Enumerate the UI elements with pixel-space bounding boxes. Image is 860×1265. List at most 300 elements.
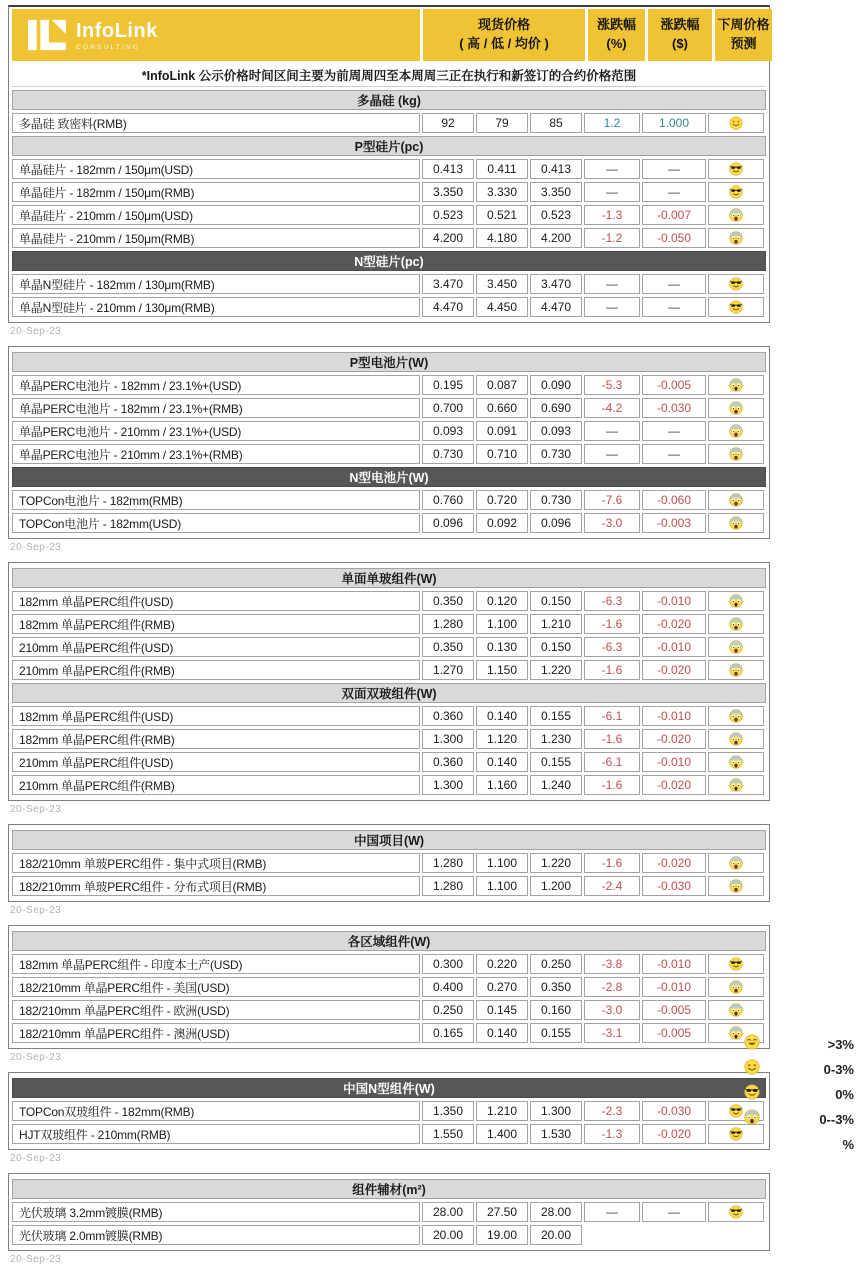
table-row xyxy=(12,853,766,873)
change-pct-cell xyxy=(584,1225,640,1245)
price-table-block xyxy=(8,1072,770,1150)
price-low-cell: 0.087 xyxy=(476,375,528,395)
forecast-cell xyxy=(708,637,764,657)
item-name-cell: 单晶PERC电池片 - 182mm / 23.1%+(USD) xyxy=(12,375,420,395)
change-abs-cell: -0.020 xyxy=(642,853,706,873)
change-abs-cell: -0.010 xyxy=(642,752,706,772)
forecast-scream-icon xyxy=(729,732,743,746)
price-avg-cell: 3.350 xyxy=(530,182,582,202)
price-high-cell: 0.700 xyxy=(422,398,474,418)
forecast-scream-icon xyxy=(729,1003,743,1017)
price-low-cell: 1.100 xyxy=(476,876,528,896)
change-pct-cell: -2.3 xyxy=(584,1101,640,1121)
item-name-cell: 单晶N型硅片 - 210mm / 130μm(RMB) xyxy=(12,297,420,317)
table-row xyxy=(12,954,766,974)
price-avg-cell: 0.160 xyxy=(530,1000,582,1020)
table-row xyxy=(12,637,766,657)
item-name-cell: 单晶PERC电池片 - 210mm / 23.1%+(USD) xyxy=(12,421,420,441)
change-abs-cell: — xyxy=(642,182,706,202)
forecast-cell xyxy=(708,444,764,464)
price-high-cell: 0.350 xyxy=(422,591,474,611)
price-low-cell: 0.091 xyxy=(476,421,528,441)
forecast-cell xyxy=(708,977,764,997)
section-header: 单面单玻组件(W) xyxy=(12,568,766,588)
forecast-cell xyxy=(708,274,764,294)
forecast-cell xyxy=(708,706,764,726)
legend-label: 0-3% xyxy=(823,1062,854,1077)
column-header-spot-price xyxy=(423,9,585,61)
item-name-cell: 多晶硅 致密料(RMB) xyxy=(12,113,420,133)
forecast-cell xyxy=(708,775,764,795)
price-avg-cell: 0.690 xyxy=(530,398,582,418)
price-high-cell: 0.360 xyxy=(422,706,474,726)
change-abs-cell: -0.020 xyxy=(642,614,706,634)
price-avg-cell: 0.096 xyxy=(530,513,582,533)
section-header: 多晶硅 (kg) xyxy=(12,90,766,110)
price-low-cell: 3.450 xyxy=(476,274,528,294)
change-pct-cell: -1.6 xyxy=(584,614,640,634)
table-row xyxy=(12,513,766,533)
change-abs-cell: -0.050 xyxy=(642,228,706,248)
section-header: 中国项目(W) xyxy=(12,830,766,850)
item-name-cell: 182/210mm 单晶PERC组件 - 澳洲(USD) xyxy=(12,1023,420,1043)
change-abs-cell: -0.030 xyxy=(642,398,706,418)
forecast-cell xyxy=(708,954,764,974)
price-table-block xyxy=(8,5,770,323)
change-pct-cell: -1.3 xyxy=(584,1124,640,1144)
legend-label: 0% xyxy=(835,1087,854,1102)
change-pct-cell: -3.8 xyxy=(584,954,640,974)
section-header: N型电池片(W) xyxy=(12,467,766,487)
change-usd-label: 涨跌幅 xyxy=(660,17,700,33)
item-name-cell: TOPCon电池片 - 182mm(USD) xyxy=(12,513,420,533)
change-pct-cell: -3.0 xyxy=(584,1000,640,1020)
forecast-scream-icon xyxy=(729,980,743,994)
price-table-block xyxy=(8,925,770,1049)
forecast-cell xyxy=(708,614,764,634)
forecast-cell xyxy=(708,113,764,133)
price-avg-cell: 0.250 xyxy=(530,954,582,974)
change-pct-cell: -2.4 xyxy=(584,876,640,896)
price-high-cell: 0.195 xyxy=(422,375,474,395)
change-abs-cell: -0.010 xyxy=(642,591,706,611)
table-row xyxy=(12,444,766,464)
section-header: 组件辅材(m²) xyxy=(12,1179,766,1199)
item-name-cell: 单晶硅片 - 210mm / 150μm(USD) xyxy=(12,205,420,225)
price-avg-cell: 1.220 xyxy=(530,660,582,680)
price-high-cell: 0.760 xyxy=(422,490,474,510)
table-row xyxy=(12,398,766,418)
price-low-cell: 1.400 xyxy=(476,1124,528,1144)
price-avg-cell: 20.00 xyxy=(530,1225,582,1245)
price-high-cell: 0.250 xyxy=(422,1000,474,1020)
change-pct-label: 涨跌幅 xyxy=(596,17,636,33)
column-header-forecast xyxy=(715,9,772,61)
price-high-cell: 0.300 xyxy=(422,954,474,974)
forecast-scream-icon xyxy=(729,617,743,631)
forecast-big-smile-icon xyxy=(744,1034,760,1050)
price-avg-cell: 1.240 xyxy=(530,775,582,795)
table-row xyxy=(12,977,766,997)
price-avg-cell: 0.150 xyxy=(530,591,582,611)
price-low-cell: 0.140 xyxy=(476,752,528,772)
price-high-cell: 1.550 xyxy=(422,1124,474,1144)
logo-subtitle: CONSULTING xyxy=(76,43,141,51)
price-low-cell: 27.50 xyxy=(476,1202,528,1222)
forecast-scream-icon xyxy=(729,447,743,461)
price-low-cell: 0.710 xyxy=(476,444,528,464)
forecast-cell xyxy=(708,729,764,749)
price-avg-cell: 4.200 xyxy=(530,228,582,248)
table-row xyxy=(12,297,766,317)
change-abs-cell: -0.005 xyxy=(642,1023,706,1043)
forecast-cell xyxy=(708,490,764,510)
price-avg-cell: 1.210 xyxy=(530,614,582,634)
legend-row xyxy=(744,1107,854,1132)
price-high-cell: 0.400 xyxy=(422,977,474,997)
forecast-sunglasses-icon xyxy=(729,1104,743,1118)
price-high-cell: 0.413 xyxy=(422,159,474,179)
column-header-change-usd xyxy=(648,9,712,61)
price-period-note: *InfoLink 公示价格时间区间主要为前周周四至本周周三正在执行和新签订的合约价格范围 xyxy=(12,63,766,87)
forecast-cell xyxy=(708,205,764,225)
table-row xyxy=(12,660,766,680)
forecast-scream-icon xyxy=(729,755,743,769)
item-name-cell: 单晶N型硅片 - 182mm / 130μm(RMB) xyxy=(12,274,420,294)
price-high-cell: 1.300 xyxy=(422,775,474,795)
forecast-scream-icon xyxy=(729,378,743,392)
price-high-cell: 0.730 xyxy=(422,444,474,464)
section-header: 各区域组件(W) xyxy=(12,931,766,951)
legend-label: >3% xyxy=(827,1037,854,1052)
forecast-scream-icon xyxy=(729,401,743,415)
change-pct-cell: -5.3 xyxy=(584,375,640,395)
forecast-cell xyxy=(708,752,764,772)
change-pct-cell: -2.8 xyxy=(584,977,640,997)
change-pct-cell: — xyxy=(584,421,640,441)
forecast-sunglasses-icon xyxy=(729,1205,743,1219)
legend-icon-holder xyxy=(744,1059,760,1080)
column-header-change-pct xyxy=(588,9,645,61)
price-low-cell: 0.411 xyxy=(476,159,528,179)
forecast-scream-icon xyxy=(729,208,743,222)
price-low-cell: 0.145 xyxy=(476,1000,528,1020)
legend-row xyxy=(744,1132,854,1157)
price-high-cell: 0.165 xyxy=(422,1023,474,1043)
change-pct-cell: -1.6 xyxy=(584,729,640,749)
change-abs-cell: -0.007 xyxy=(642,205,706,225)
forecast-cell xyxy=(708,1202,764,1222)
item-name-cell: 182/210mm 单晶PERC组件 - 欧洲(USD) xyxy=(12,1000,420,1020)
price-table-block xyxy=(8,824,770,902)
price-low-cell: 0.270 xyxy=(476,977,528,997)
change-abs-cell: -0.030 xyxy=(642,876,706,896)
forecast-cell xyxy=(708,398,764,418)
legend-label: % xyxy=(842,1137,854,1152)
date-stamp: 20-Sep-23 xyxy=(10,542,62,553)
change-abs-cell: -0.010 xyxy=(642,706,706,726)
change-abs-cell: -0.005 xyxy=(642,375,706,395)
price-avg-cell: 4.470 xyxy=(530,297,582,317)
change-pct-cell: — xyxy=(584,1202,640,1222)
price-low-cell: 1.160 xyxy=(476,775,528,795)
logo-brand: InfoLink xyxy=(76,19,158,42)
item-name-cell: HJT双玻组件 - 210mm(RMB) xyxy=(12,1124,420,1144)
change-abs-cell: — xyxy=(642,1202,706,1222)
price-avg-cell: 0.350 xyxy=(530,977,582,997)
forecast-label-line2: 预测 xyxy=(730,36,757,51)
forecast-cell xyxy=(708,513,764,533)
legend-row xyxy=(744,1032,854,1057)
table-row xyxy=(12,614,766,634)
price-avg-cell: 85 xyxy=(530,113,582,133)
forecast-scream-icon xyxy=(729,424,743,438)
forecast-scream-icon xyxy=(729,1026,743,1040)
forecast-cell xyxy=(708,159,764,179)
item-name-cell: 182mm 单晶PERC组件(RMB) xyxy=(12,729,420,749)
price-low-cell: 3.330 xyxy=(476,182,528,202)
table-row xyxy=(12,876,766,896)
change-pct-cell: -3.0 xyxy=(584,513,640,533)
legend-row xyxy=(744,1082,854,1107)
spot-price-sublabel: ( 高 / 低 / 均价 ) xyxy=(459,36,549,51)
item-name-cell: 210mm 单晶PERC组件(RMB) xyxy=(12,660,420,680)
change-pct-unit: (%) xyxy=(606,36,627,51)
forecast-smile-icon xyxy=(744,1059,760,1075)
item-name-cell: 单晶硅片 - 182mm / 150μm(RMB) xyxy=(12,182,420,202)
price-high-cell: 0.523 xyxy=(422,205,474,225)
item-name-cell: 光伏玻璃 2.0mm镀膜(RMB) xyxy=(12,1225,420,1245)
table-row xyxy=(12,159,766,179)
table-row xyxy=(12,752,766,772)
forecast-sunglasses-icon xyxy=(729,1127,743,1141)
price-avg-cell: 1.530 xyxy=(530,1124,582,1144)
change-abs-cell: -0.030 xyxy=(642,1101,706,1121)
forecast-sunglasses-icon xyxy=(729,277,743,291)
forecast-legend xyxy=(744,1032,854,1157)
change-abs-cell: -0.010 xyxy=(642,954,706,974)
price-high-cell: 0.360 xyxy=(422,752,474,772)
change-abs-cell: — xyxy=(642,297,706,317)
infolink-logo xyxy=(12,9,420,61)
price-high-cell: 1.300 xyxy=(422,729,474,749)
price-avg-cell: 3.470 xyxy=(530,274,582,294)
item-name-cell: 182mm 单晶PERC组件 - 印度本土产(USD) xyxy=(12,954,420,974)
price-avg-cell: 1.220 xyxy=(530,853,582,873)
item-name-cell: 210mm 单晶PERC组件(RMB) xyxy=(12,775,420,795)
forecast-cell xyxy=(708,591,764,611)
date-stamp: 20-Sep-23 xyxy=(10,1052,62,1063)
change-pct-cell: -7.6 xyxy=(584,490,640,510)
price-low-cell: 0.521 xyxy=(476,205,528,225)
change-abs-cell: — xyxy=(642,159,706,179)
table-row xyxy=(12,490,766,510)
price-avg-cell: 0.155 xyxy=(530,752,582,772)
table-row xyxy=(12,1023,766,1043)
change-abs-cell: -0.003 xyxy=(642,513,706,533)
price-low-cell: 0.720 xyxy=(476,490,528,510)
item-name-cell: 182mm 单晶PERC组件(RMB) xyxy=(12,614,420,634)
change-pct-cell: 1.2 xyxy=(584,113,640,133)
price-avg-cell: 1.300 xyxy=(530,1101,582,1121)
table-row xyxy=(12,1101,766,1121)
price-low-cell: 0.140 xyxy=(476,1023,528,1043)
forecast-cell xyxy=(708,182,764,202)
price-low-cell: 0.220 xyxy=(476,954,528,974)
item-name-cell: 182mm 单晶PERC组件(USD) xyxy=(12,706,420,726)
change-abs-cell: — xyxy=(642,274,706,294)
change-pct-cell: — xyxy=(584,444,640,464)
table-row xyxy=(12,274,766,294)
forecast-cell xyxy=(708,375,764,395)
price-high-cell: 0.093 xyxy=(422,421,474,441)
price-avg-cell: 0.730 xyxy=(530,490,582,510)
table-row xyxy=(12,205,766,225)
forecast-scream-icon xyxy=(729,594,743,608)
item-name-cell: 单晶PERC电池片 - 182mm / 23.1%+(RMB) xyxy=(12,398,420,418)
change-pct-cell: -6.3 xyxy=(584,591,640,611)
forecast-scream-icon xyxy=(729,856,743,870)
item-name-cell: 182/210mm 单晶PERC组件 - 美国(USD) xyxy=(12,977,420,997)
price-table-block xyxy=(8,562,770,801)
forecast-cell xyxy=(708,876,764,896)
price-table-block xyxy=(8,346,770,539)
price-high-cell: 1.280 xyxy=(422,614,474,634)
change-pct-cell: -1.6 xyxy=(584,853,640,873)
table-row xyxy=(12,1124,766,1144)
item-name-cell: 182mm 单晶PERC组件(USD) xyxy=(12,591,420,611)
forecast-cell xyxy=(708,853,764,873)
forecast-cell xyxy=(708,1000,764,1020)
table-row xyxy=(12,1202,766,1222)
table-header-band xyxy=(12,9,770,61)
price-avg-cell: 1.200 xyxy=(530,876,582,896)
logo-text xyxy=(76,20,158,51)
price-avg-cell: 28.00 xyxy=(530,1202,582,1222)
price-avg-cell: 0.155 xyxy=(530,706,582,726)
price-high-cell: 1.280 xyxy=(422,876,474,896)
forecast-scream-icon xyxy=(729,709,743,723)
table-row xyxy=(12,1000,766,1020)
change-pct-cell: — xyxy=(584,274,640,294)
price-high-cell: 28.00 xyxy=(422,1202,474,1222)
item-name-cell: 单晶硅片 - 210mm / 150μm(RMB) xyxy=(12,228,420,248)
price-table-block xyxy=(8,1173,770,1251)
change-abs-cell: — xyxy=(642,444,706,464)
item-name-cell: TOPCon电池片 - 182mm(RMB) xyxy=(12,490,420,510)
forecast-scream-icon xyxy=(729,640,743,654)
table-row xyxy=(12,375,766,395)
change-pct-cell: -3.1 xyxy=(584,1023,640,1043)
table-row xyxy=(12,775,766,795)
spot-price-label: 现货价格 xyxy=(477,17,530,33)
price-low-cell: 0.140 xyxy=(476,706,528,726)
change-pct-cell: -1.6 xyxy=(584,775,640,795)
change-pct-cell: -6.1 xyxy=(584,752,640,772)
price-low-cell: 0.660 xyxy=(476,398,528,418)
price-avg-cell: 0.090 xyxy=(530,375,582,395)
date-stamp: 20-Sep-23 xyxy=(10,804,62,815)
legend-icon-holder xyxy=(744,1109,760,1130)
price-low-cell: 1.120 xyxy=(476,729,528,749)
date-stamp: 20-Sep-23 xyxy=(10,1254,62,1265)
table-row xyxy=(12,113,766,133)
forecast-cell xyxy=(708,421,764,441)
item-name-cell: 单晶PERC电池片 - 210mm / 23.1%+(RMB) xyxy=(12,444,420,464)
table-row xyxy=(12,706,766,726)
item-name-cell: 182/210mm 单玻PERC组件 - 分布式项目(RMB) xyxy=(12,876,420,896)
price-avg-cell: 0.150 xyxy=(530,637,582,657)
price-avg-cell: 1.230 xyxy=(530,729,582,749)
price-high-cell: 92 xyxy=(422,113,474,133)
infolink-logo-icon xyxy=(26,18,68,52)
price-low-cell: 1.210 xyxy=(476,1101,528,1121)
price-low-cell: 0.092 xyxy=(476,513,528,533)
price-avg-cell: 0.730 xyxy=(530,444,582,464)
date-stamp: 20-Sep-23 xyxy=(10,905,62,916)
change-pct-cell: — xyxy=(584,159,640,179)
change-abs-cell: -0.020 xyxy=(642,1124,706,1144)
section-header: N型硅片(pc) xyxy=(12,251,766,271)
table-row xyxy=(12,228,766,248)
price-avg-cell: 0.523 xyxy=(530,205,582,225)
section-header: 中国N型组件(W) xyxy=(12,1078,766,1098)
price-low-cell: 4.180 xyxy=(476,228,528,248)
change-pct-cell: -6.1 xyxy=(584,706,640,726)
change-abs-cell: -0.010 xyxy=(642,977,706,997)
item-name-cell: TOPCon双玻组件 - 182mm(RMB) xyxy=(12,1101,420,1121)
change-abs-cell: 1.000 xyxy=(642,113,706,133)
legend-row xyxy=(744,1057,854,1082)
item-name-cell: 单晶硅片 - 182mm / 150μm(USD) xyxy=(12,159,420,179)
price-low-cell: 4.450 xyxy=(476,297,528,317)
item-name-cell: 210mm 单晶PERC组件(USD) xyxy=(12,752,420,772)
item-name-cell: 光伏玻璃 3.2mm镀膜(RMB) xyxy=(12,1202,420,1222)
change-abs-cell: -0.010 xyxy=(642,637,706,657)
table-row xyxy=(12,182,766,202)
price-high-cell: 20.00 xyxy=(422,1225,474,1245)
change-pct-cell: -1.6 xyxy=(584,660,640,680)
price-high-cell: 3.470 xyxy=(422,274,474,294)
price-high-cell: 1.350 xyxy=(422,1101,474,1121)
change-abs-cell: -0.020 xyxy=(642,660,706,680)
table-row xyxy=(12,591,766,611)
price-table-blocks xyxy=(8,5,860,1265)
price-low-cell: 0.120 xyxy=(476,591,528,611)
price-low-cell: 79 xyxy=(476,113,528,133)
price-high-cell: 0.350 xyxy=(422,637,474,657)
table-row xyxy=(12,1225,766,1245)
change-usd-unit: ($) xyxy=(672,36,688,51)
forecast-scream-icon xyxy=(729,879,743,893)
forecast-smile-icon xyxy=(729,116,743,130)
date-stamp: 20-Sep-23 xyxy=(10,1153,62,1164)
item-name-cell: 210mm 单晶PERC组件(USD) xyxy=(12,637,420,657)
price-avg-cell: 0.413 xyxy=(530,159,582,179)
change-abs-cell: -0.020 xyxy=(642,729,706,749)
forecast-cell xyxy=(708,660,764,680)
forecast-cell xyxy=(708,228,764,248)
forecast-sunglasses-icon xyxy=(729,162,743,176)
section-header: P型电池片(W) xyxy=(12,352,766,372)
change-pct-cell: -6.3 xyxy=(584,637,640,657)
change-pct-cell: -1.3 xyxy=(584,205,640,225)
forecast-sunglasses-icon xyxy=(744,1084,760,1100)
forecast-scream-icon xyxy=(729,778,743,792)
forecast-cell xyxy=(708,297,764,317)
price-high-cell: 1.270 xyxy=(422,660,474,680)
date-stamp: 20-Sep-23 xyxy=(10,326,62,337)
